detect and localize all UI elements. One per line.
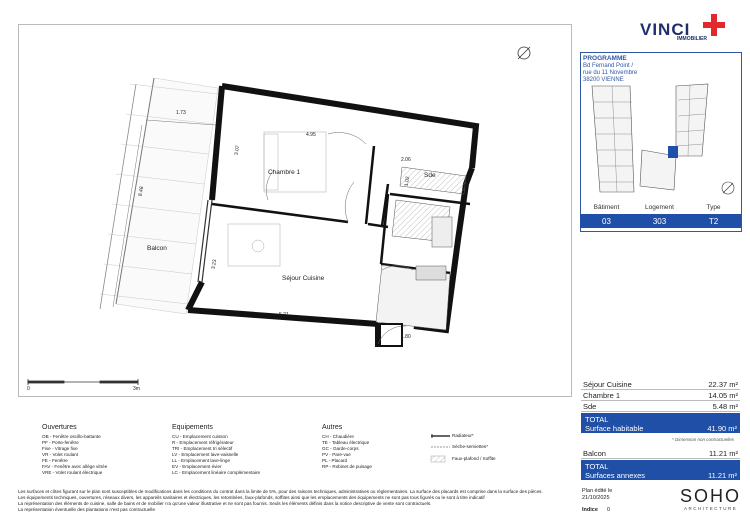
legend-radiator: Radiateur* (452, 433, 474, 438)
false-ceiling-icon (431, 456, 445, 462)
dimension-label: 8.48 (137, 186, 146, 197)
vinci-cross-icon (703, 14, 725, 36)
legend-symbols (430, 432, 452, 482)
indice-value: 0 (607, 507, 611, 513)
dimension-label: 1.02 (403, 176, 412, 187)
total-annexes: TOTAL Surfaces annexes 11.21 m² (581, 460, 740, 480)
bathroom-fixtures (392, 167, 466, 247)
room-label-sde: Sde (424, 172, 436, 179)
surface-row: Sde 5.48 m² (583, 402, 738, 411)
room-label-balcon: Balcon (147, 245, 167, 252)
dimension-label: 3.07 (233, 145, 242, 156)
surface-row: Balcon 11.21 m² (583, 449, 738, 458)
programme-address: Bd Fernand Point / rue du 11 Novembre 38200 VIENNE (583, 63, 638, 83)
scale-end: 3m (133, 386, 140, 392)
legend-ouvertures-list: OB - Fenêtre oscillo-battante PF - Porte-fenêtre Fixe - Vitrage fixe VR - Volet roulant FE - Fenêtre FAV - Fenêtre avec allège vitrée VRE - Volet roulant électrique (42, 434, 108, 475)
indice-label: Indice (582, 507, 598, 513)
keyplan-north-icon (722, 182, 734, 194)
total-habitable: TOTAL Surface habitable 41.90 m² (581, 413, 740, 433)
dimension-label: 3.23 (210, 259, 219, 270)
building-key-plan (590, 82, 740, 200)
scale-bar (28, 379, 138, 385)
scale-start: 0 (27, 386, 30, 392)
vinci-logo: VINCI (640, 20, 691, 39)
room-label-sejour: Séjour Cuisine (282, 275, 325, 282)
legend-towel-dryer: Sèche-serviettes* (452, 444, 489, 449)
legend-autres-title: Autres (322, 424, 343, 431)
radiator-icon (431, 434, 450, 438)
soho-logo: SOHO (680, 486, 742, 506)
dimension-label: 2.06 (401, 157, 411, 163)
dimension-label: 1.73 (176, 110, 186, 116)
footer-disclaimer: Les surfaces et côtes figurant sur le plan sont susceptibles de modifications dans les conditions du contrat dans la limite de 5%, pour des raisons techniques, administratives ou réglementaires. La surface des placards est comprise dans la surface des pièces. Les équipements techniques, ouvertures, réseaux divers, les appareils sanitaires et électriques, les retombées, faux-plafonds, soffites ainsi que les emplacements des équipements ne sont pas tous figurés ou le sont à titre indicatif La représentation des éléments de cuisine, salle de bains et de mobilier n'a qu'une valeur illustrative et ne sont pas fournis. Seuls les éléments définis dans la notice descriptive de vente sont contractuels. La représentation éventuelle des plantations n'est pas contractuelle (18, 489, 543, 512)
keyplan-headers: Bâtiment Logement Type (593, 204, 721, 211)
programme-title: PROGRAMME (583, 55, 627, 62)
legend-equipements-list: CU - Emplacement cuisson R - Emplacement réfrigérateur TRI - Emplacement tri sélectif LV - Emplacement lave-vaisselle LL - Emplacement lave-linge EV - Emplacement évier LC - Emplacement linéaire complémentaire (172, 434, 261, 475)
legend-false-ceiling: Faux-plafond / Soffite (452, 456, 496, 461)
dimension-label: 1.80 (401, 334, 411, 340)
legend-autres-list: CH - Chaudière TE - Tableau électrique GC - Garde-corps PV - Pare-vue PL - Placard RP - Robinet de puisage (322, 434, 372, 469)
keyplan-values: 03 303 T2 (580, 214, 741, 228)
edit-label: Plan édité le (582, 488, 613, 494)
dimension-label: 4.95 (306, 132, 316, 138)
surface-row: Chambre 1 14.05 m² (583, 391, 738, 400)
kitchen-block (376, 265, 450, 330)
surfaces-note: * Dimension non contractuelles (672, 437, 735, 442)
edit-date: 21/10/2025 (582, 495, 610, 501)
soho-logo-sub: ARCHITECTURE (684, 506, 738, 511)
dimension-label: 5.21 (279, 312, 289, 318)
legend-equipements-title: Equipements (172, 424, 213, 431)
vinci-logo-sub: IMMOBILIER (677, 36, 707, 42)
floor-plan (18, 24, 570, 395)
legend-ouvertures-title: Ouvertures (42, 424, 77, 431)
north-arrow-icon (518, 47, 530, 59)
surface-row: Séjour Cuisine 22.37 m² (583, 380, 738, 389)
room-label-chambre: Chambre 1 (268, 169, 301, 176)
